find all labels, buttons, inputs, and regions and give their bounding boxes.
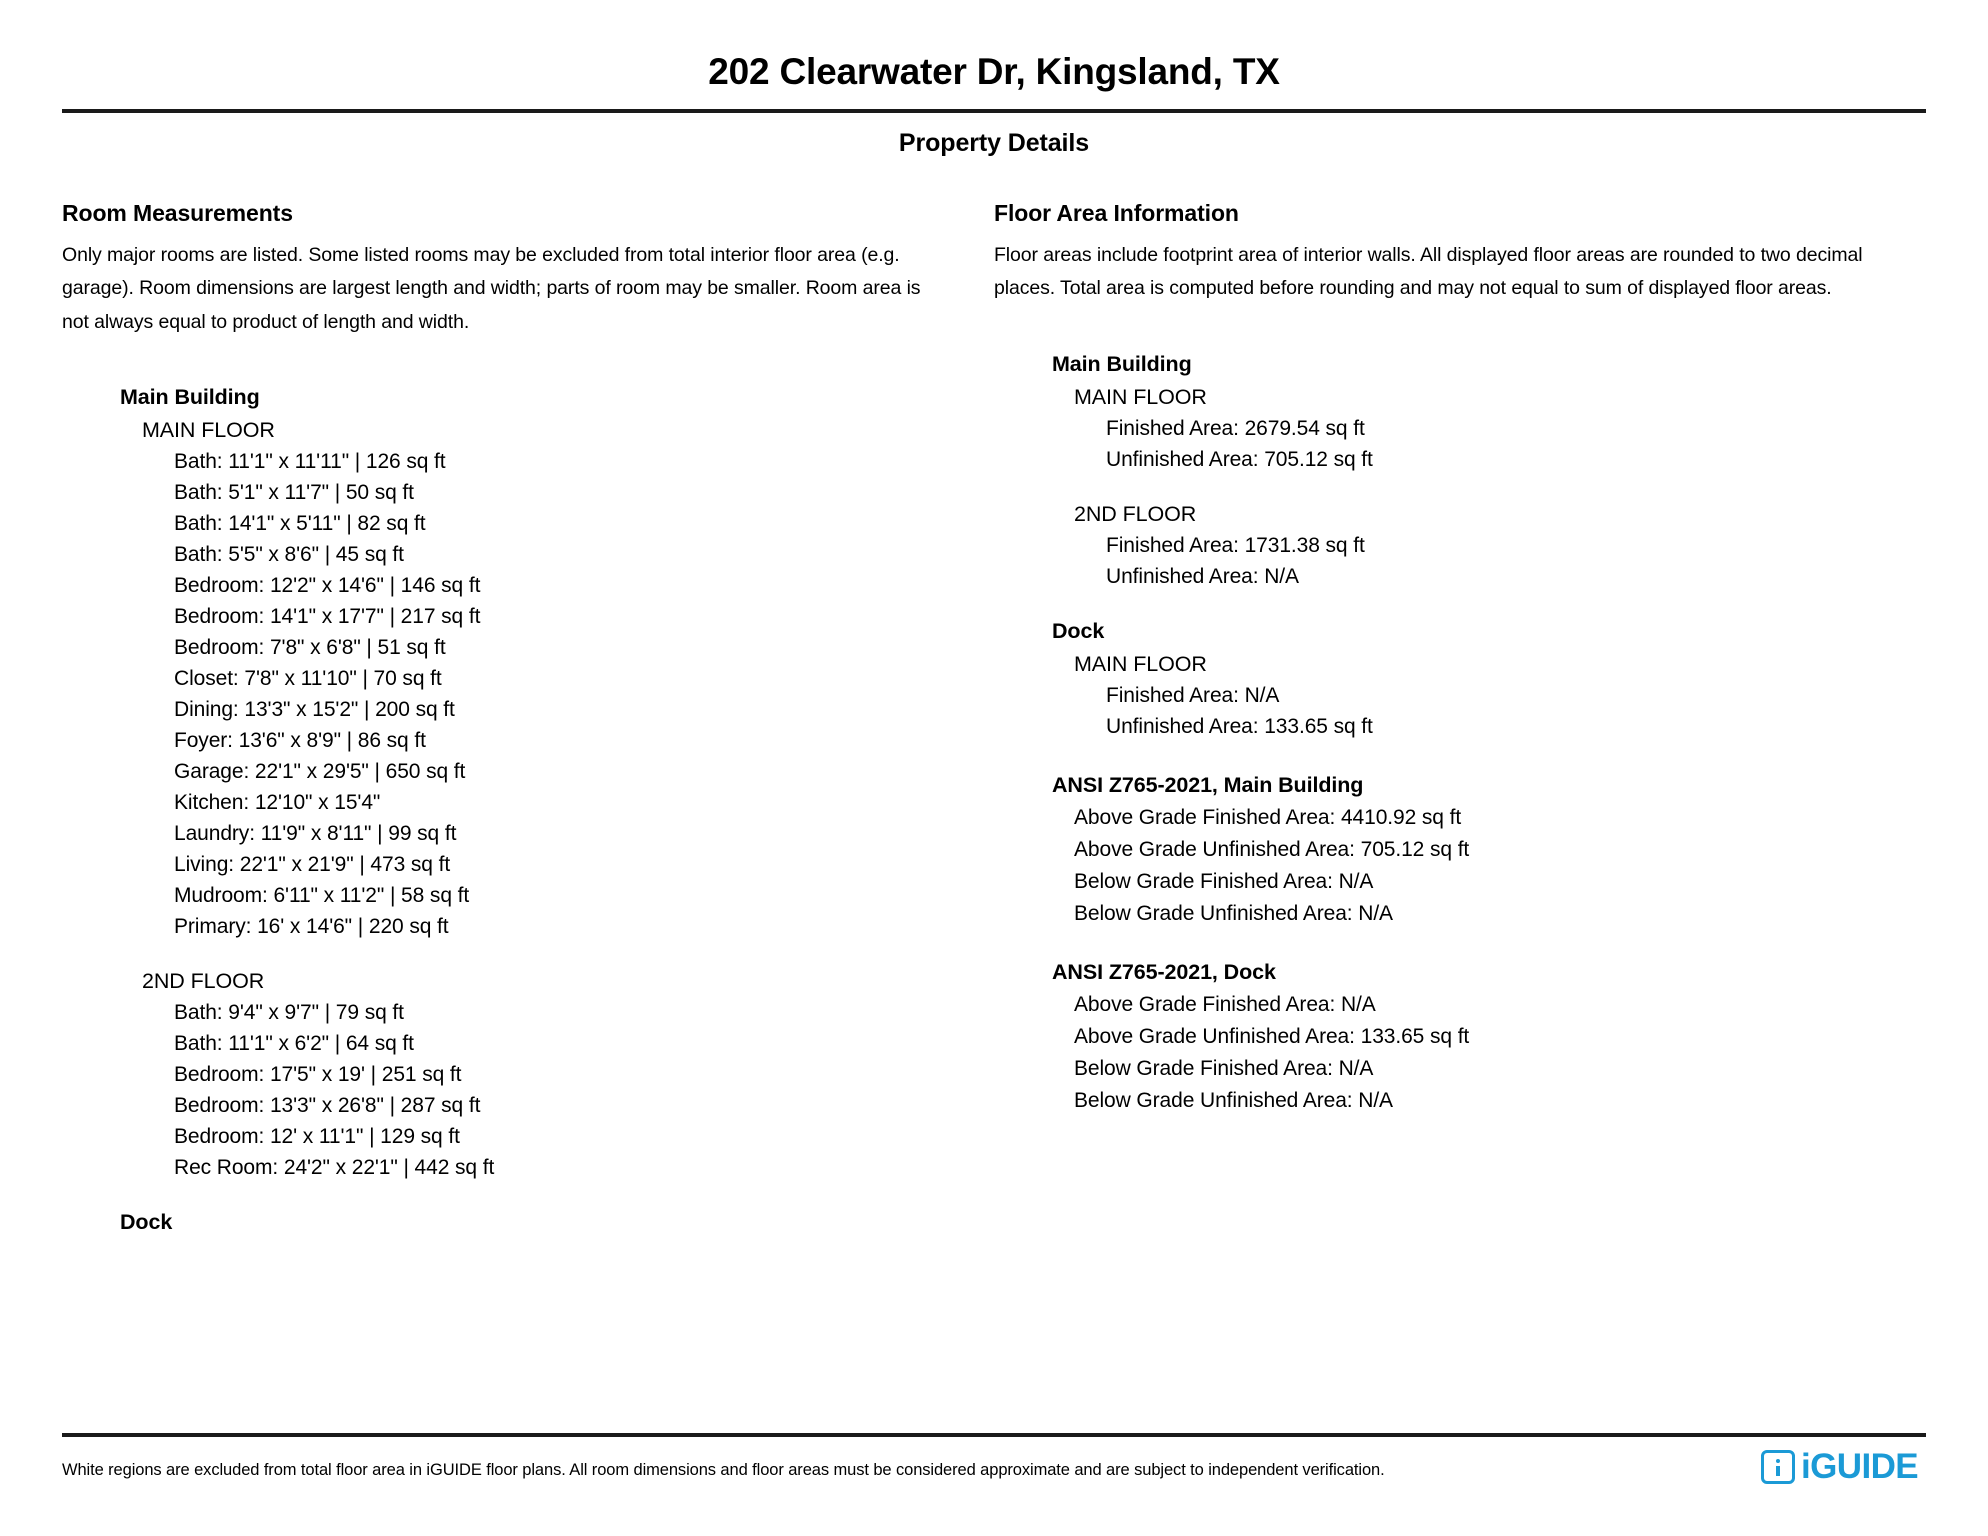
page-title: 202 Clearwater Dr, Kingsland, TX — [708, 51, 1280, 92]
building-block — [62, 1210, 952, 1235]
room-entry: Bedroom: 13'3" x 26'8" | 287 sq ft — [174, 1094, 481, 1118]
floor-name: MAIN FLOOR — [1074, 651, 1207, 676]
room-measurements-heading: Room Measurements — [62, 199, 293, 226]
iguide-mark-icon — [1761, 1450, 1795, 1484]
room-entry: Mudroom: 6'11" x 11'2" | 58 sq ft — [174, 884, 470, 908]
iguide-logo — [1761, 1449, 1926, 1484]
room-entry: Dining: 13'3" x 15'2" | 200 sq ft — [174, 698, 455, 722]
room-entry: Bedroom: 12'2" x 14'6" | 146 sq ft — [174, 574, 481, 598]
building-block — [994, 619, 1926, 739]
content-columns — [62, 158, 1926, 1266]
room-entry: Foyer: 13'6" x 8'9" | 86 sq ft — [174, 729, 426, 753]
ansi-entry: Above Grade Unfinished Area: 705.12 sq ft — [1074, 837, 1470, 861]
building-name: Dock — [120, 1210, 173, 1235]
floor-name: 2ND FLOOR — [1074, 501, 1197, 526]
room-measurements-column — [62, 200, 994, 1266]
room-entry: Bedroom: 7'8" x 6'8" | 51 sq ft — [174, 636, 446, 660]
floor-area-heading: Floor Area Information — [994, 199, 1239, 226]
room-entry: Bath: 5'5" x 8'6" | 45 sq ft — [174, 543, 404, 567]
room-measurements-intro: Only major rooms are listed. Some listed rooms may be excluded from total interior floor area (e.g. garage). Room dimensions are largest length and width; parts of room may be smaller. Room area is not always equal to product of length and width. — [62, 243, 921, 333]
building-name: Dock — [1052, 618, 1105, 643]
floor-name: MAIN FLOOR — [1074, 384, 1207, 409]
floor-block — [62, 969, 952, 1180]
floor-area-column — [994, 200, 1926, 1266]
ansi-entry: Above Grade Finished Area: 4410.92 sq ft — [1074, 805, 1462, 829]
floor-area-intro: Floor areas include footprint area of interior walls. All displayed floor areas are rounded to two decimal places. Total area is computed before rounding and may not equal to sum of displayed floor areas. — [994, 243, 1863, 300]
room-entry: Living: 22'1" x 21'9" | 473 sq ft — [174, 853, 451, 877]
iguide-logo-text: iGUIDE — [1801, 1447, 1918, 1486]
floor-block — [994, 652, 1926, 739]
ansi-heading: ANSI Z765-2021, Dock — [1052, 959, 1276, 984]
building-block — [994, 352, 1926, 589]
room-entry: Rec Room: 24'2" x 22'1" | 442 sq ft — [174, 1156, 495, 1180]
room-entry: Bath: 14'1" x 5'11" | 82 sq ft — [174, 512, 426, 536]
page-subtitle: Property Details — [898, 128, 1090, 157]
room-entry: Closet: 7'8" x 11'10" | 70 sq ft — [174, 667, 442, 691]
floor-name: 2ND FLOOR — [142, 969, 265, 994]
ansi-entry: Above Grade Unfinished Area: 133.65 sq ft — [1074, 1024, 1470, 1048]
room-entry: Bedroom: 14'1" x 17'7" | 217 sq ft — [174, 605, 481, 629]
footer-disclaimer: White regions are excluded from total floor area in iGUIDE floor plans. All room dimensions and floor areas must be considered approximate and are subject to independent verification. — [62, 1461, 1385, 1479]
room-entry: Laundry: 11'9" x 8'11" | 99 sq ft — [174, 822, 457, 846]
room-entry: Bath: 11'1" x 11'11" | 126 sq ft — [174, 450, 446, 474]
room-entry: Bath: 5'1" x 11'7" | 50 sq ft — [174, 481, 414, 505]
floor-block — [994, 385, 1926, 472]
footer-divider — [62, 1433, 1926, 1437]
floor-block — [994, 502, 1926, 589]
floor-block — [62, 418, 952, 939]
floor-name: MAIN FLOOR — [142, 418, 275, 443]
building-name: Main Building — [1052, 351, 1192, 376]
room-entry: Bath: 11'1" x 6'2" | 64 sq ft — [174, 1032, 414, 1056]
ansi-group — [994, 960, 1926, 1113]
area-entry: Finished Area: 1731.38 sq ft — [1106, 533, 1365, 557]
building-name: Main Building — [120, 385, 260, 410]
room-entry: Primary: 16' x 14'6" | 220 sq ft — [174, 915, 449, 939]
ansi-heading: ANSI Z765-2021, Main Building — [1052, 772, 1364, 797]
room-entry: Bedroom: 12' x 11'1" | 129 sq ft — [174, 1125, 460, 1149]
area-entry: Unfinished Area: 133.65 sq ft — [1106, 714, 1373, 738]
ansi-entry: Above Grade Finished Area: N/A — [1074, 992, 1376, 1016]
area-entry: Unfinished Area: N/A — [1106, 564, 1299, 588]
area-entry: Unfinished Area: 705.12 sq ft — [1106, 447, 1373, 471]
ansi-entry: Below Grade Unfinished Area: N/A — [1074, 1088, 1393, 1112]
floor-area-tree — [994, 352, 1926, 1113]
area-entry: Finished Area: N/A — [1106, 683, 1280, 707]
ansi-group — [994, 773, 1926, 926]
ansi-entry: Below Grade Finished Area: N/A — [1074, 869, 1374, 893]
page-footer — [62, 1433, 1926, 1484]
room-entry: Bedroom: 17'5" x 19' | 251 sq ft — [174, 1063, 462, 1087]
room-entry: Garage: 22'1" x 29'5" | 650 sq ft — [174, 760, 466, 784]
room-entry: Bath: 9'4" x 9'7" | 79 sq ft — [174, 1001, 404, 1025]
building-block — [62, 385, 952, 1180]
footer-row — [62, 1449, 1926, 1484]
room-measurements-tree — [62, 385, 952, 1235]
ansi-entry: Below Grade Finished Area: N/A — [1074, 1056, 1374, 1080]
room-entry: Kitchen: 12'10" x 15'4" — [174, 791, 381, 815]
area-entry: Finished Area: 2679.54 sq ft — [1106, 416, 1365, 440]
ansi-entry: Below Grade Unfinished Area: N/A — [1074, 901, 1393, 925]
